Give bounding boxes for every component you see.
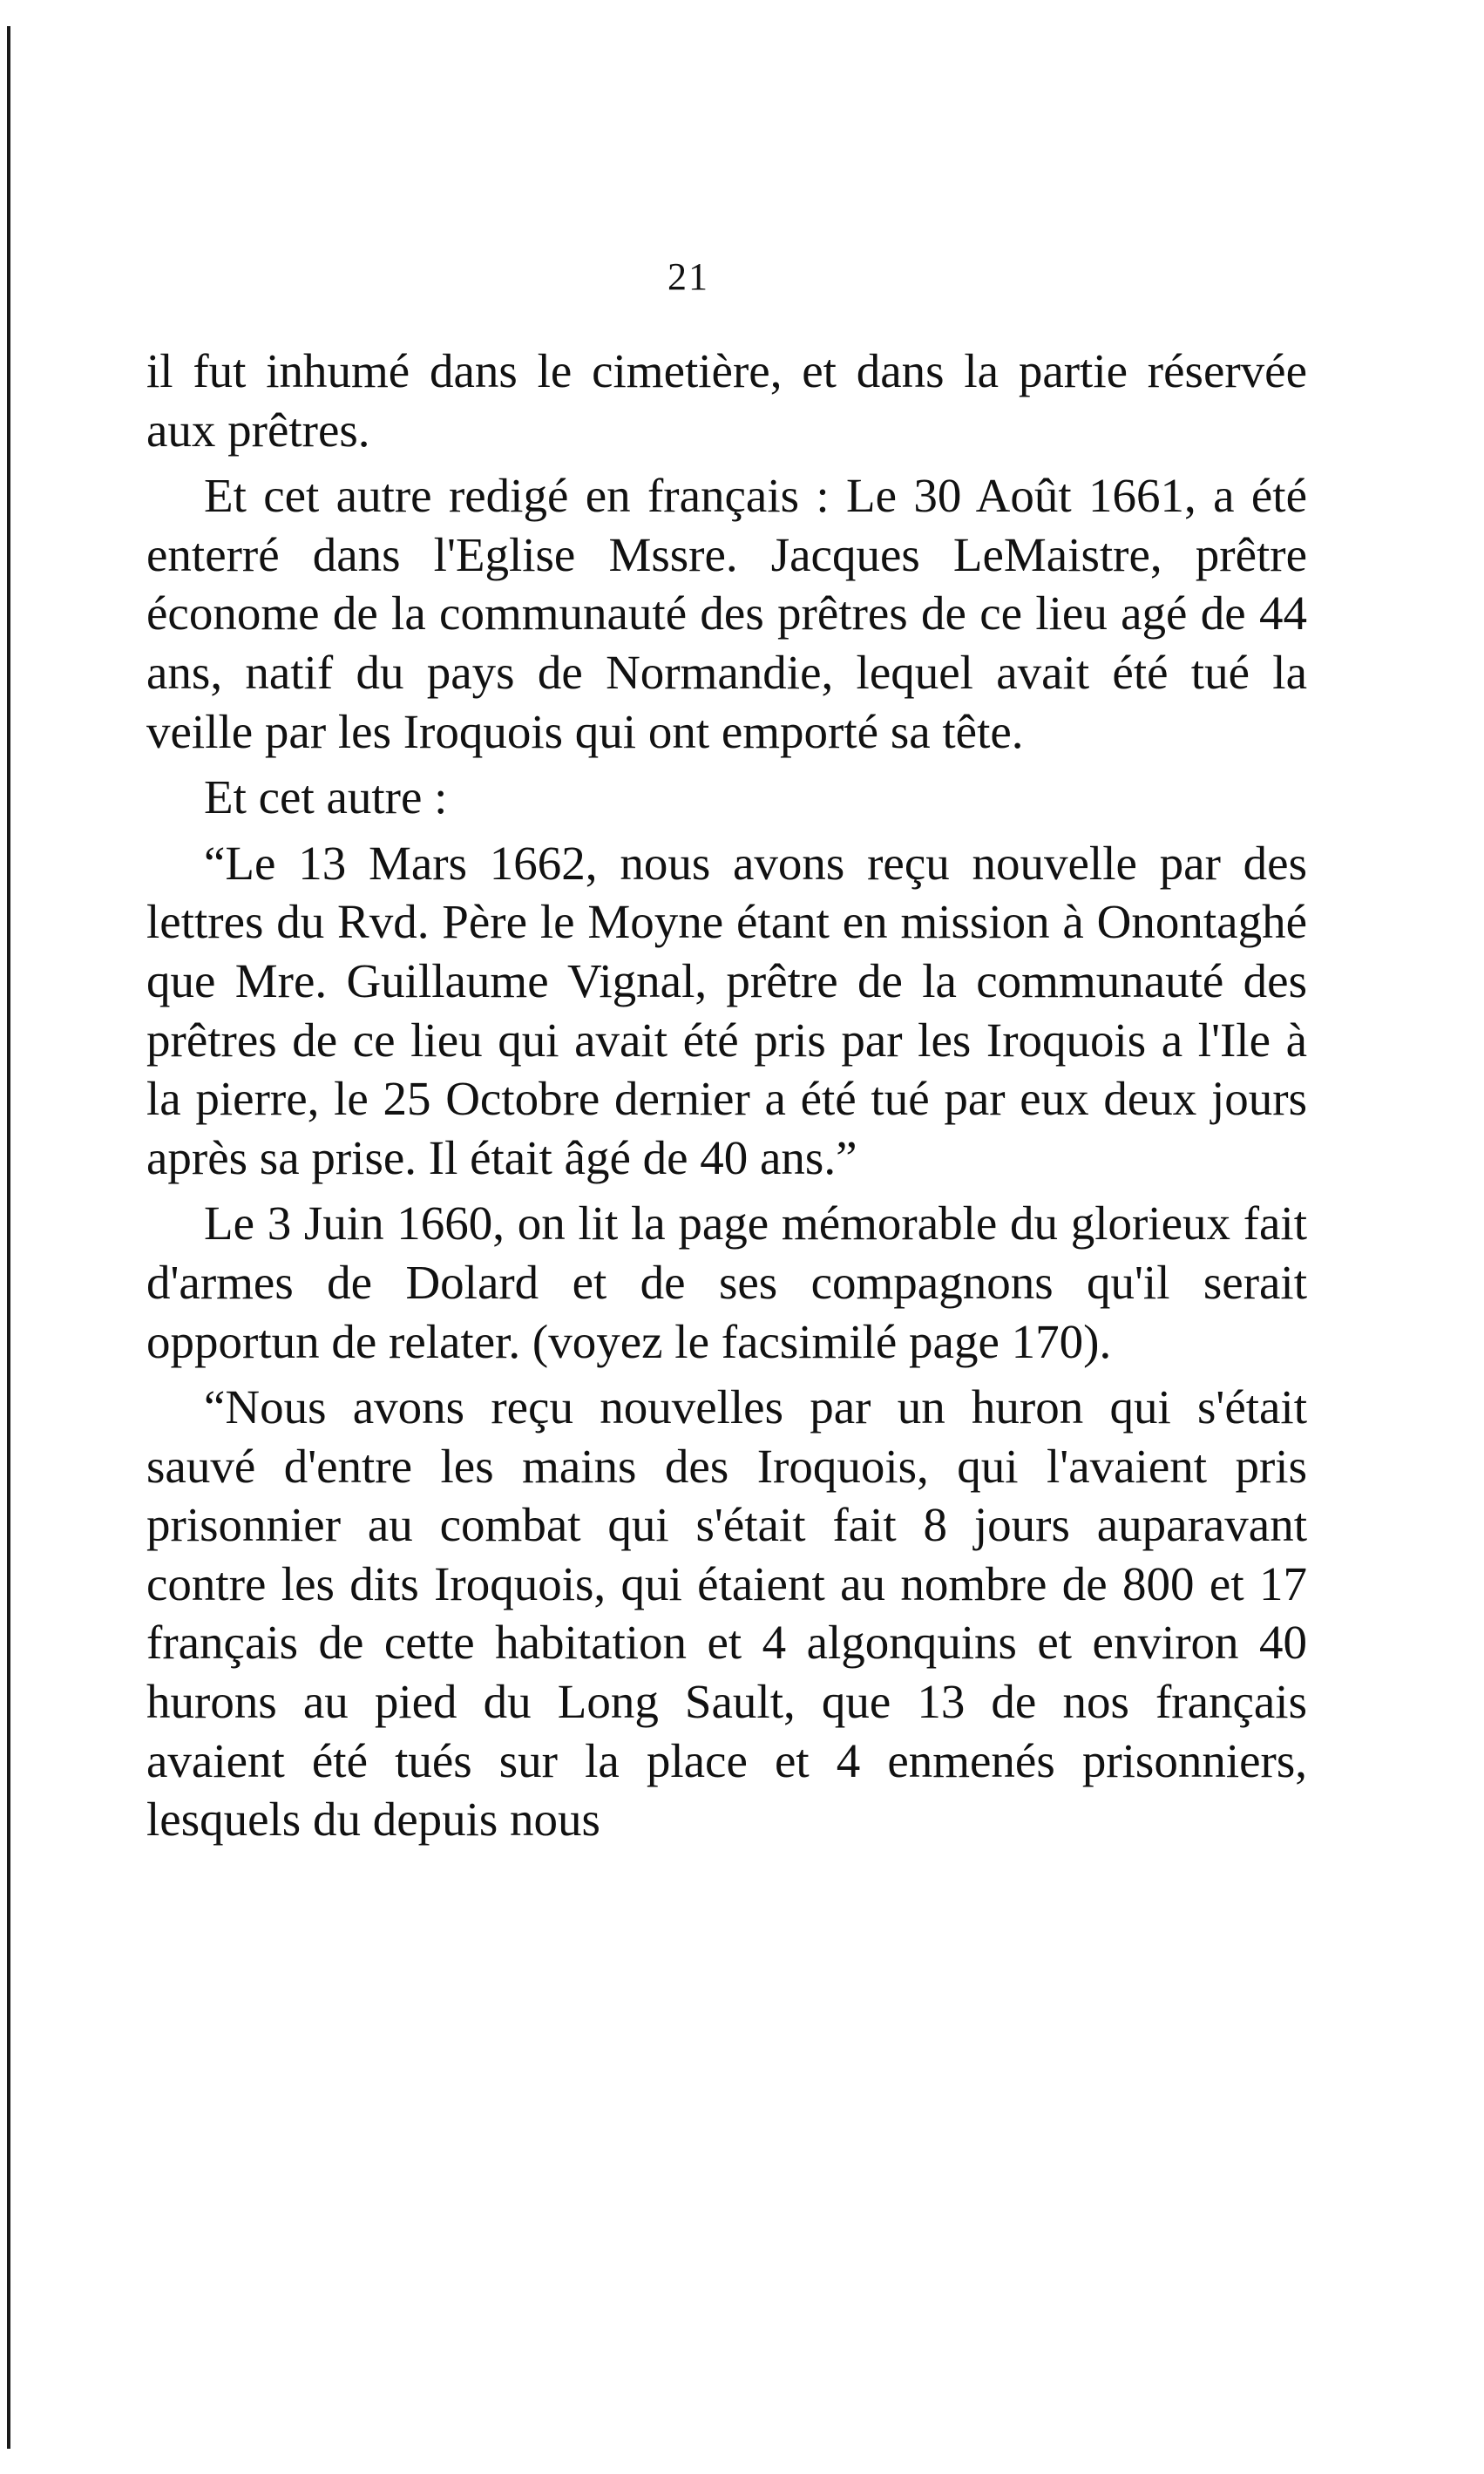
- page-number: 21: [667, 255, 709, 298]
- paragraph-5: Le 3 Juin 1660, on lit la page mémorable du glorieux fait d'armes de Dolard et de ses compagnons qu'il serait opportun de relater. (voyez le facsimilé page 170).: [146, 1196, 1307, 1368]
- paragraph-3: Et cet autre :: [204, 770, 448, 824]
- body-text: [146, 342, 1307, 1856]
- paragraph-1: il fut inhumé dans le cimetière, et dans la partie réservée aux prêtres.: [146, 344, 1307, 457]
- paragraph-4: “Le 13 Mars 1662, nous avons reçu nouvelle par des lettres du Rvd. Père le Moyne étant en mission à Onontaghé que Mre. Guillaume Vignal, prêtre de la communauté des prêtres de ce lieu qui avait été pris par les Iroquois a l'Ile à la pierre, le 25 Octobre dernier a été tué par eux deux jours après sa prise. Il était âgé de 40 ans.”: [146, 836, 1307, 1184]
- paragraph-6: “Nous avons reçu nouvelles par un huron qui s'était sauvé d'entre les mains des Iroquois, qui l'avaient pris prisonnier au combat qui s'était fait 8 jours auparavant contre les dits Iroquois, qui étaient au nombre de 800 et 17 français de cette habitation et 4 algonquins et environ 40 hurons au pied du Long Sault, que 13 de nos français avaient été tués sur la place et 4 enmenés prisonniers, lesquels du depuis nous: [146, 1380, 1307, 1847]
- page-margin-rule: [7, 26, 10, 2449]
- paragraph-2: Et cet autre redigé en français : Le 30 Août 1661, a été enterré dans l'Eglise Mssre. Jacques LeMaistre, prêtre économe de la communauté des prêtres de ce lieu agé de 44 ans, natif du pays de Normandie, lequel avait été tué la veille par les Iroquois qui ont emporté sa tête.: [146, 469, 1307, 758]
